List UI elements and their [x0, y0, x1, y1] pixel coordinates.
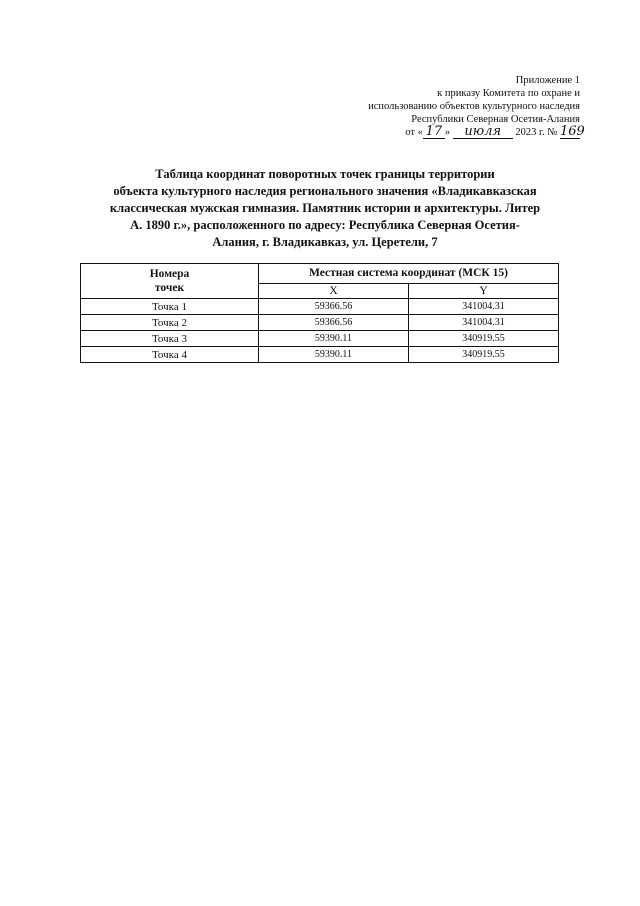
y-header: Y — [409, 283, 559, 298]
point-name: Точка 2 — [81, 315, 259, 331]
coord-system-header: Местная система координат (МСК 15) — [259, 264, 559, 284]
appendix-block — [280, 74, 585, 139]
y-value: 341004.31 — [409, 299, 559, 315]
date-day-handwritten: 17 — [423, 126, 445, 139]
y-value: 340919.55 — [409, 331, 559, 347]
title-line-5: Алания, г. Владикавказ, ул. Церетели, 7 — [212, 235, 438, 249]
table-row — [81, 315, 559, 331]
date-prefix: от « — [405, 127, 423, 138]
y-value: 341004.31 — [409, 315, 559, 331]
point-header-line-1: Номера — [149, 268, 190, 280]
table-row — [81, 331, 559, 347]
y-value: 340919.55 — [409, 347, 559, 363]
title-line-3: классическая мужская гимназия. Памятник истории и архитектуры. Литер — [109, 201, 541, 215]
appendix-line-3: использованию объектов культурного наследия — [368, 101, 580, 112]
point-number-header — [81, 264, 259, 299]
point-name: Точка 1 — [81, 299, 259, 315]
appendix-line-4: Республики Северная Осетия-Алания — [411, 114, 580, 125]
date-year: 2023 г. № — [515, 127, 558, 138]
point-header-line-2: точек — [154, 282, 185, 294]
appendix-line-2: к приказу Комитета по охране и — [437, 88, 580, 99]
x-value: 59390.11 — [259, 347, 409, 363]
x-value: 59390.11 — [259, 331, 409, 347]
coordinates-table — [80, 263, 559, 363]
appendix-line-1: Приложение 1 — [515, 75, 580, 86]
x-value: 59366.56 — [259, 315, 409, 331]
order-number-handwritten: 169 — [560, 124, 585, 139]
table-row — [81, 347, 559, 363]
x-value: 59366.56 — [259, 299, 409, 315]
document-title — [80, 166, 570, 251]
x-header: X — [259, 283, 409, 298]
date-month-handwritten: июля — [453, 126, 513, 139]
table-row — [81, 299, 559, 315]
title-line-1: Таблица координат поворотных точек границы территории — [155, 167, 495, 181]
point-name: Точка 3 — [81, 331, 259, 347]
title-line-2: объекта культурного наследия регионального значения «Владикавказская — [113, 184, 537, 198]
date-mid: » — [444, 127, 451, 138]
point-name: Точка 4 — [81, 347, 259, 363]
title-line-4: А. 1890 г.», расположенного по адресу: Республика Северная Осетия- — [130, 218, 520, 232]
appendix-date-line — [280, 124, 585, 139]
